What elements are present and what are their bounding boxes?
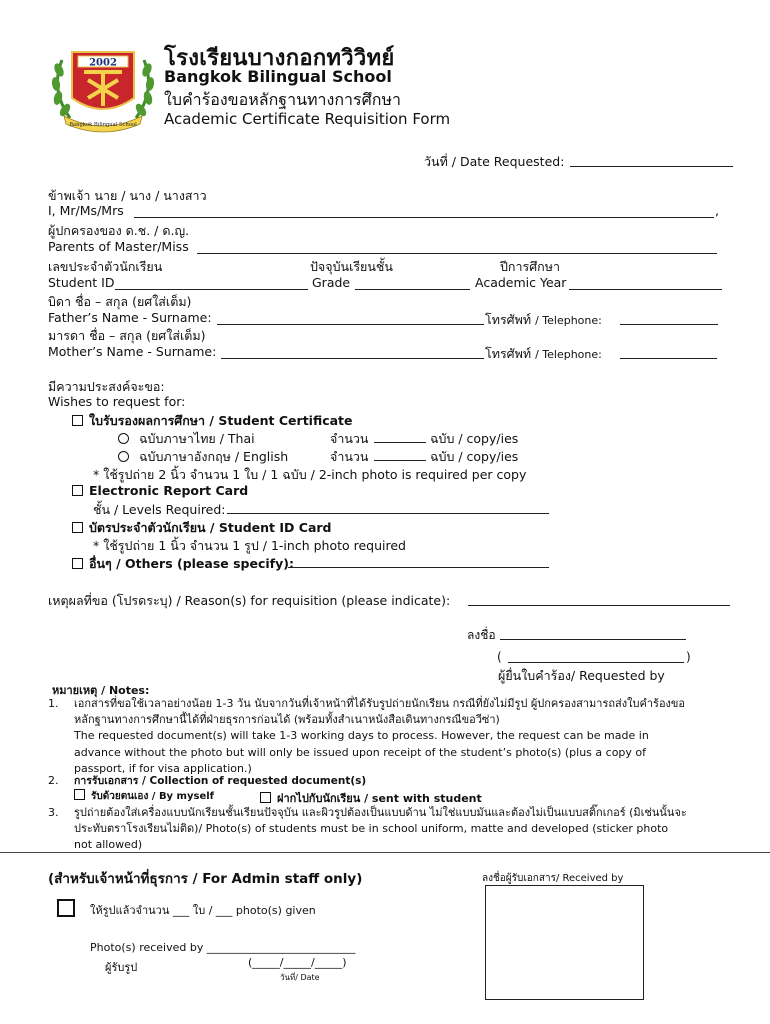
signature-field[interactable] — [500, 639, 686, 640]
admin-date-field[interactable]: (_____/_____/_____) — [248, 956, 347, 969]
paren-open: ( — [497, 650, 502, 664]
report-card-option[interactable]: Electronic Report Card — [72, 483, 248, 498]
received-by-label: ลงชื่อผู้รับเอกสาร/ Received by — [482, 873, 624, 884]
thai-copy-option[interactable]: ฉบับภาษาไทย / Thai — [118, 429, 255, 449]
father-name-thai: บิดา ชื่อ – สกุล (ยศใส่เต็ม) — [48, 294, 192, 309]
sign-label: ลงชื่อ — [467, 628, 496, 642]
others-field[interactable] — [288, 567, 549, 568]
father-telephone-label: โทรศัพท์ / Telephone: — [485, 312, 602, 327]
admin-date-label: วันที่/ Date — [280, 973, 320, 982]
notes-heading: หมายเหตุ / Notes: — [52, 684, 150, 697]
student-id-thai: เลขประจำตัวนักเรียน — [48, 259, 163, 274]
mother-name-field[interactable] — [221, 358, 484, 359]
english-quantity-label: จำนวน — [330, 449, 369, 464]
photo-given-label: ให้รูปแล้วจำนวน ___ ใบ / ___ photo(s) given — [90, 904, 316, 917]
levels-required-label: ชั้น / Levels Required: — [93, 502, 226, 517]
send-with-student-option[interactable]: ฝากไปกับนักเรียน / sent with student — [260, 789, 482, 807]
thai-copy-radio[interactable] — [118, 433, 129, 444]
svg-text:Bangkok Bilingual School: Bangkok Bilingual School — [69, 122, 137, 128]
admin-divider — [0, 852, 770, 853]
applicant-name-label: I, Mr/Ms/Mrs — [48, 203, 124, 218]
levels-required-field[interactable] — [227, 513, 549, 514]
svg-text:2002: 2002 — [89, 57, 117, 69]
school-name-thai: โรงเรียนบางกอกทวิวิทย์ — [164, 46, 395, 71]
english-copy-option[interactable]: ฉบับภาษาอังกฤษ / English — [118, 447, 288, 467]
note-1: 1. เอกสารที่ขอใช้เวลาอย่างน้อย 1-3 วัน นับจากวันที่เจ้าหน้าที่ได้รับรูปถ่ายนักเรียน กรณีที่ยังไม่มีรูป ผู้ปกครองสามารถส่งใบคำร้องขอหลักฐานทางการศึกษานี้ได้ที่ฝ่ายธุรการก่อนได้ (พร้อมทั้งสำเนาหนังสือเดินทางกรณีขอวีซ่า) The requested document(s) will take 1-3 working days to process. However, the request can be made in advance without the photo but will only be issued upon receipt of the student’s photo(s) (plus a copy of passport, if for visa application.) — [48, 697, 686, 775]
reason-label: เหตุผลที่ขอ (โปรดระบุ) / Reason(s) for requisition (please indicate): — [48, 593, 451, 608]
academic-year-field[interactable] — [569, 289, 722, 290]
academic-year-thai: ปีการศึกษา — [500, 259, 560, 274]
photo-note-1inch: * ใช้รูปถ่าย 1 นิ้ว จำนวน 1 รูป / 1-inch photo required — [93, 538, 406, 553]
date-requested-field[interactable] — [570, 166, 733, 167]
others-checkbox[interactable] — [72, 558, 83, 569]
father-name-label: Father’s Name - Surname: — [48, 310, 212, 325]
student-id-label: Student ID — [48, 275, 115, 290]
english-copy-radio[interactable] — [118, 451, 129, 462]
send-with-student-checkbox[interactable] — [260, 792, 271, 803]
student-id-field[interactable] — [115, 289, 308, 290]
applicant-name-field[interactable] — [134, 217, 714, 218]
english-copies-label: ฉบับ / copy/ies — [430, 449, 519, 464]
father-telephone-field[interactable] — [620, 324, 718, 325]
id-card-option[interactable]: บัตรประจำตัวนักเรียน / Student ID Card — [72, 518, 332, 538]
collect-by-myself-checkbox[interactable] — [74, 789, 85, 800]
student-name-field[interactable] — [197, 253, 717, 254]
admin-section-title: (สำหรับเจ้าหน้าที่ธุรการ / For Admin staff only) — [48, 871, 363, 887]
note-3: 3. รูปถ่ายต้องใส่เครื่องแบบนักเรียนชั้นเรียนปัจจุบัน และผิวรูปต้องเป็นแบบด้าน ไม่ใช่แบบมันและต้องไม่เป็นแบบสติ๊กเกอร์ (มิเช่นนั้นจะประทับตราโรงเรียนไม่ติด)/ Photo(s) of students must be in school uniform, matte and developed (sticker photo not allowed) — [48, 806, 687, 852]
grade-thai: ปัจจุบันเรียนชั้น — [310, 259, 393, 274]
form-title-english: Academic Certificate Requisition Form — [164, 110, 451, 128]
parent-of-label: Parents of Master/Miss — [48, 239, 189, 254]
applicant-title-thai: ข้าพเจ้า นาย / นาง / นางสาว — [48, 188, 207, 203]
thai-copies-label: ฉบับ / copy/ies — [430, 431, 519, 446]
english-quantity-field[interactable] — [374, 460, 426, 461]
photo-receiver-thai: ผู้รับรูป — [105, 961, 138, 974]
photo-received-label: Photo(s) received by ___________________________ — [90, 941, 356, 954]
wishes-thai: มีความประสงค์จะขอ: — [48, 379, 165, 394]
received-by-signature-box[interactable] — [485, 885, 644, 1000]
collect-by-myself-option[interactable]: รับด้วยตนเอง / By myself — [74, 789, 214, 804]
report-card-checkbox[interactable] — [72, 485, 83, 496]
paren-close: ) — [686, 650, 691, 664]
mother-name-label: Mother’s Name - Surname: — [48, 344, 217, 359]
wishes-label: Wishes to request for: — [48, 394, 186, 409]
photo-given-checkbox[interactable] — [57, 899, 75, 917]
certificate-checkbox[interactable] — [72, 415, 83, 426]
grade-field[interactable] — [355, 289, 470, 290]
requested-by-label: ผู้ยื่นใบคำร้อง/ Requested by — [498, 668, 665, 683]
note-2: 2. การรับเอกสาร / Collection of requested document(s) — [48, 774, 367, 787]
date-requested-label: วันที่ / Date Requested: — [424, 154, 565, 169]
thai-quantity-field[interactable] — [374, 442, 426, 443]
academic-year-label: Academic Year — [475, 275, 567, 290]
school-name-english: Bangkok Bilingual School — [164, 67, 392, 86]
id-card-checkbox[interactable] — [72, 522, 83, 533]
grade-label: Grade — [312, 275, 351, 290]
photo-note-2inch: * ใช้รูปถ่าย 2 นิ้ว จำนวน 1 ใบ / 1 ฉบับ / 2-inch photo is required per copy — [93, 467, 527, 482]
reason-field[interactable] — [468, 605, 730, 606]
thai-quantity-label: จำนวน — [330, 431, 369, 446]
others-option[interactable]: อื่นๆ / Others (please specify): — [72, 554, 294, 574]
school-crest-icon — [48, 40, 158, 134]
printed-name-field[interactable] — [508, 662, 684, 663]
certificate-option[interactable]: ใบรับรองผลการศึกษา / Student Certificate — [72, 411, 353, 431]
form-title-thai: ใบคำร้องขอหลักฐานทางการศึกษา — [164, 90, 401, 109]
mother-name-thai: มารดา ชื่อ – สกุล (ยศใส่เต็ม) — [48, 328, 206, 343]
mother-telephone-label: โทรศัพท์ / Telephone: — [485, 346, 602, 361]
father-name-field[interactable] — [217, 324, 484, 325]
mother-telephone-field[interactable] — [620, 358, 717, 359]
parent-of-thai: ผู้ปกครองของ ด.ช. / ด.ญ. — [48, 223, 190, 238]
